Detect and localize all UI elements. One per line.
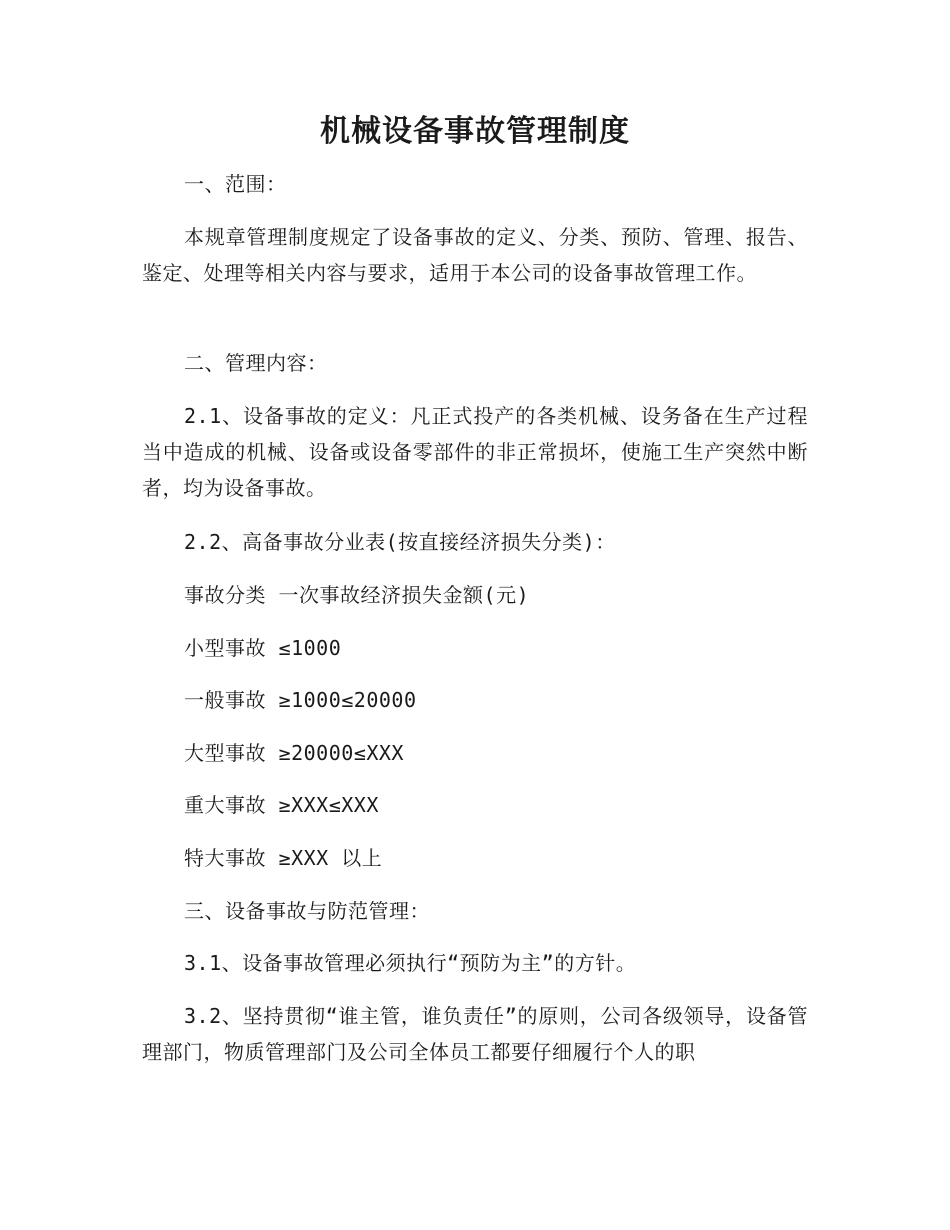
paragraph-definition: 2.1、设备事故的定义：凡正式投产的各类机械、设务备在生产过程当中造成的机械、设备或设备零部件的非正常损坏，使施工生产突然中断者，均为设备事故。 [142,404,808,500]
section-heading-content: 二、管理内容： [184,351,328,375]
classification-row-extra-major: 特大事故 ≥XXX 以上 [184,846,383,870]
paragraph-prevention-policy: 3.1、设备事故管理必须执行“预防为主”的方针。 [184,951,637,975]
classification-row-major: 重大事故 ≥XXX≤XXX [184,793,379,817]
classification-table-header: 事故分类 一次事故经济损失金额(元) [184,583,530,607]
section-heading-scope: 一、范围： [184,172,287,196]
paragraph-responsibility: 3.2、坚持贯彻“谁主管，谁负责任”的原则，公司各级领导，设备管理部门，物质管理部门及公司全体员工都要仔细履行个人的职 [142,1004,808,1064]
classification-row-small: 小型事故 ≤1000 [184,636,342,660]
paragraph-classification-heading: 2.2、高备事故分业表(按直接经济损失分类)： [184,530,616,554]
classification-row-large: 大型事故 ≥20000≤XXX [184,741,404,765]
document-title: 机械设备事故管理制度 [320,114,630,149]
classification-row-general: 一般事故 ≥1000≤20000 [184,688,417,712]
section-heading-prevention: 三、设备事故与防范管理： [184,899,430,923]
paragraph-scope: 本规章管理制度规定了设备事故的定义、分类、预防、管理、报告、鉴定、处理等相关内容与要求，适用于本公司的设备事故管理工作。 [142,225,808,285]
